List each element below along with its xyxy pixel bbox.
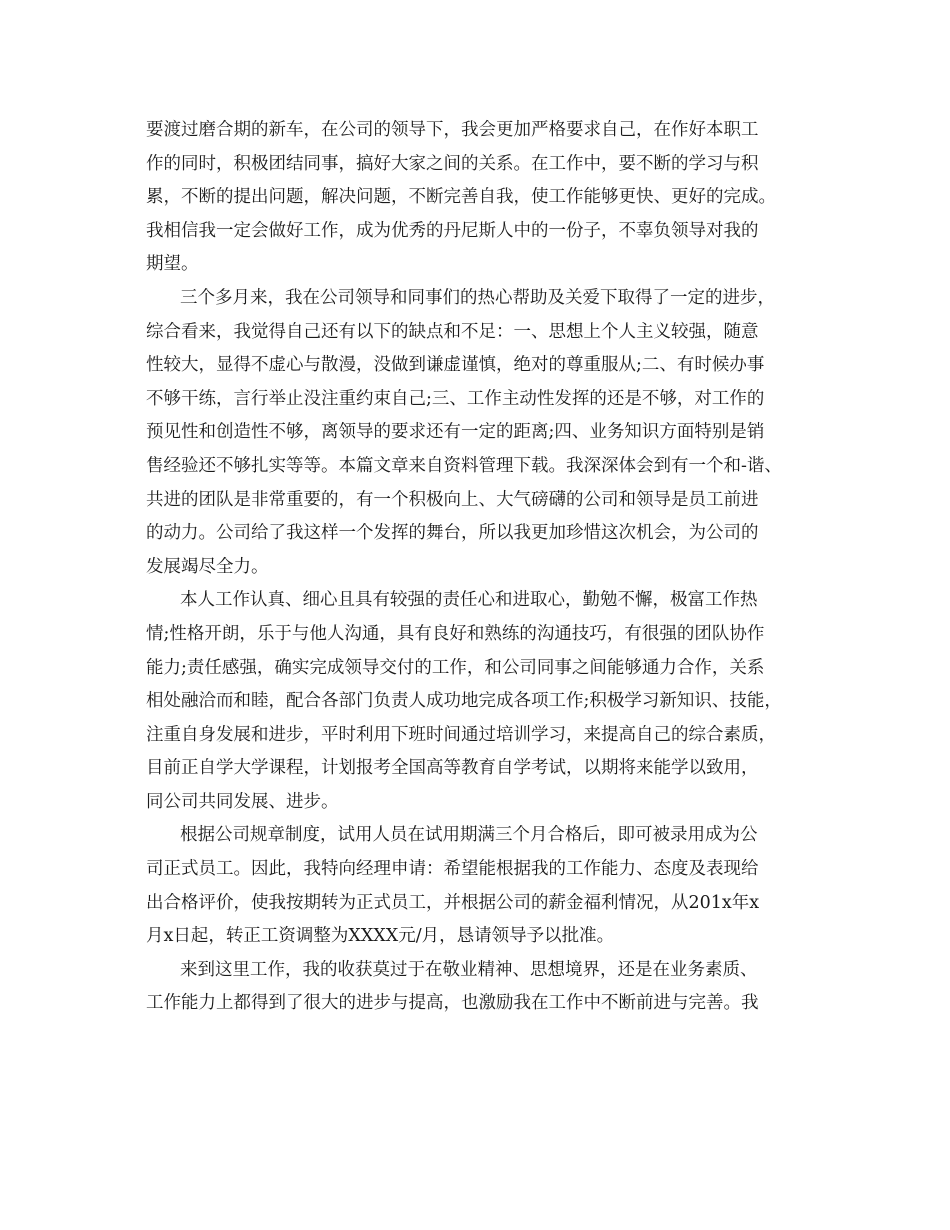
text-line: 司正式员工。因此，我特向经理申请：希望能根据我的工作能力、态度及表现给 <box>146 859 759 880</box>
text-line: 性较大，显得不虚心与散漫，没做到谦虚谨慎，绝对的尊重服从;二、有时候办事 <box>146 355 765 376</box>
text-line: 出合格评价，使我按期转为正式员工，并根据公司的薪金福利情况，从201x年x <box>146 892 760 913</box>
text-line: 的动力。公司给了我这样一个发挥的舞台，所以我更加珍惜这次机会，为公司的 <box>146 523 759 544</box>
paragraph-3 <box>146 584 816 819</box>
text-line: 本人工作认真、细心且具有较强的责任心和进取心，勤勉不懈，极富工作热 <box>180 590 758 611</box>
text-line: 目前正自学大学课程，计划报考全国高等教育自学考试，以期将来能学以致用， <box>146 758 759 779</box>
text-line: 预见性和创造性不够，离领导的要求还有一定的距离;四、业务知识方面特别是销 <box>146 422 765 443</box>
text-line: 综合看来，我觉得自己还有以下的缺点和不足：一、思想上个人主义较强，随意 <box>146 321 759 342</box>
paragraph-2 <box>146 282 816 584</box>
text-line: 我相信我一定会做好工作，成为优秀的丹尼斯人中的一份子，不辜负领导对我的 <box>146 220 759 241</box>
text-line: 发展竭尽全力。 <box>146 556 269 577</box>
text-line: 月x日起，转正工资调整为XXXX元/月，恳请领导予以批准。 <box>146 926 615 947</box>
text-line: 作的同时，积极团结同事，搞好大家之间的关系。在工作中，要不断的学习与积 <box>146 153 759 174</box>
paragraph-1 <box>146 114 816 282</box>
document-body <box>146 114 816 1021</box>
text-line: 来到这里工作，我的收获莫过于在敬业精神、思想境界，还是在业务素质、 <box>180 959 758 980</box>
text-line: 工作能力上都得到了很大的进步与提高，也激励我在工作中不断前进与完善。我 <box>146 993 759 1014</box>
text-line: 共进的团队是非常重要的，有一个积极向上、大气磅礴的公司和领导是员工前进 <box>146 489 759 510</box>
text-line: 相处融洽而和睦，配合各部门负责人成功地完成各项工作;积极学习新知识、技能， <box>146 691 782 712</box>
text-line: 情;性格开朗，乐于与他人沟通，具有良好和熟练的沟通技巧，有很强的团队协作 <box>146 623 765 644</box>
text-line: 累，不断的提出问题，解决问题，不断完善自我，使工作能够更快、更好的完成。 <box>146 187 776 208</box>
text-line: 根据公司规章制度，试用人员在试用期满三个月合格后，即可被录用成为公 <box>180 825 758 846</box>
text-line: 能力;责任感强，确实完成领导交付的工作，和公司同事之间能够通力合作，关系 <box>146 657 765 678</box>
text-line: 注重自身发展和进步，平时利用下班时间通过培训学习，来提高自己的综合素质， <box>146 724 776 745</box>
paragraph-4 <box>146 819 816 953</box>
text-line: 要渡过磨合期的新车，在公司的领导下，我会更加严格要求自己，在作好本职工 <box>146 120 759 140</box>
text-line: 期望。 <box>146 254 199 275</box>
paragraph-5 <box>146 954 816 1021</box>
text-line: 不够干练，言行举止没注重约束自己;三、工作主动性发挥的还是不够，对工作的 <box>146 388 765 409</box>
text-line: 售经验还不够扎实等等。本篇文章来自资料管理下载。我深深体会到有一个和-谐、 <box>146 455 782 476</box>
text-line: 同公司共同发展、进步。 <box>146 791 339 812</box>
text-line: 三个多月来，我在公司领导和同事们的热心帮助及关爱下取得了一定的进步， <box>180 287 775 308</box>
